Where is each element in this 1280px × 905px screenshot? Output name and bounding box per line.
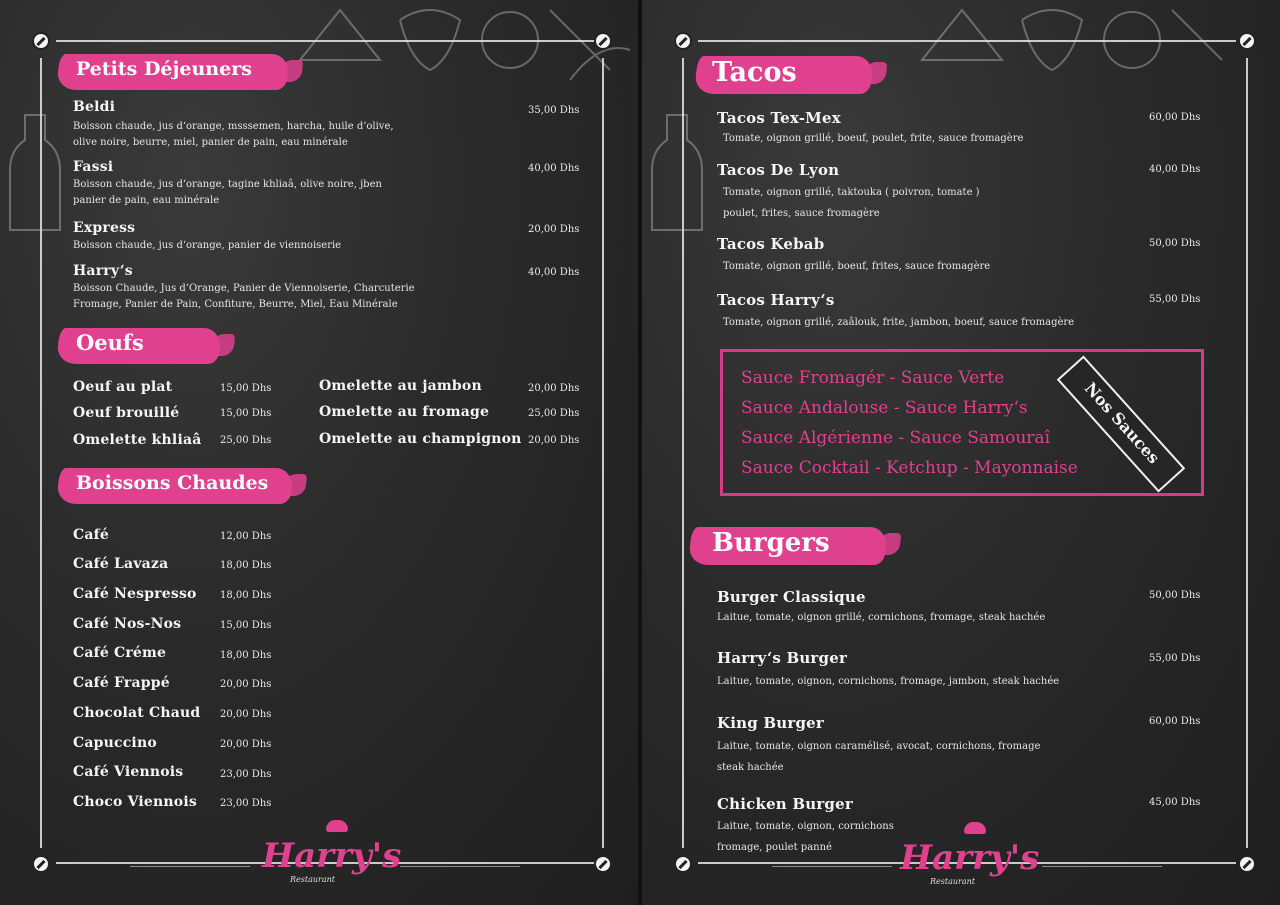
chalk-divider — [772, 866, 892, 867]
item-price: 18,00 Dhs — [220, 590, 272, 601]
item-price: 50,00 Dhs — [1149, 238, 1201, 249]
pin-icon — [594, 855, 612, 873]
item-name: Café Viennois — [73, 764, 184, 780]
item-price: 40,00 Dhs — [528, 267, 580, 278]
item-name: Omelette khliaâ — [73, 432, 202, 448]
item-name: Choco Viennois — [73, 794, 197, 810]
restaurant-logo: Harry's — [900, 838, 1040, 878]
item-description: Tomate, oignon grillé, taktouka ( poivron, tomate ) — [723, 187, 980, 198]
item-name: Express — [73, 220, 136, 236]
item-price: 15,00 Dhs — [220, 620, 272, 631]
item-price: 55,00 Dhs — [1149, 653, 1201, 664]
item-description: Boisson chaude, jus d‘orange, msssemen, harcha, huile d‘olive, — [73, 121, 394, 132]
item-name: Café Frappé — [73, 675, 170, 691]
food-sketch-decoration — [280, 0, 638, 110]
sauce-list-line: Sauce Algérienne - Sauce Samouraî — [741, 428, 1051, 448]
item-description: Laitue, tomate, oignon caramélisé, avocat, cornichons, fromage — [717, 741, 1041, 752]
chalk-divider — [1042, 866, 1162, 867]
section-title-oeufs: Oeufs — [76, 330, 144, 355]
item-description: Tomate, oignon grillé, zaâlouk, frite, jambon, boeuf, sauce fromagère — [723, 317, 1075, 328]
nos-sauces-label: Nos Sauces — [1057, 355, 1185, 492]
item-price: 20,00 Dhs — [528, 224, 580, 235]
item-price: 40,00 Dhs — [528, 163, 580, 174]
item-name: Omelette au fromage — [319, 404, 490, 420]
section-title-tacos: Tacos — [712, 57, 797, 88]
restaurant-logo-subtitle: Restaurant — [930, 877, 975, 886]
item-name: Harry‘s — [73, 263, 133, 279]
item-price: 25,00 Dhs — [528, 408, 580, 419]
frame-left-line — [682, 58, 684, 848]
item-name: Beldi — [73, 99, 116, 115]
item-name: Café Nespresso — [73, 586, 197, 602]
item-price: 20,00 Dhs — [528, 383, 580, 394]
item-name: Harry‘s Burger — [717, 649, 848, 667]
pin-icon — [1238, 32, 1256, 50]
chef-hat-icon — [964, 822, 986, 834]
frame-right-line — [602, 58, 604, 848]
item-description: Boisson chaude, jus d‘orange, tagine khliaâ, olive noire, jben — [73, 179, 382, 190]
item-name: Omelette au jambon — [319, 378, 482, 394]
food-sketch-decoration — [902, 0, 1242, 110]
item-price: 18,00 Dhs — [220, 650, 272, 661]
item-price: 60,00 Dhs — [1149, 112, 1201, 123]
item-name: Burger Classique — [717, 588, 866, 606]
menu-page-right — [642, 0, 1280, 905]
item-name: Tacos Kebab — [717, 235, 825, 253]
pin-icon — [674, 32, 692, 50]
item-price: 25,00 Dhs — [220, 435, 272, 446]
item-description: Laitue, tomate, oignon, cornichons, fromage, jambon, steak hachée — [717, 676, 1060, 687]
pin-icon — [32, 32, 50, 50]
item-name: Capuccino — [73, 735, 157, 751]
item-price: 20,00 Dhs — [220, 679, 272, 690]
chef-hat-icon — [326, 820, 348, 832]
pin-icon — [32, 855, 50, 873]
item-price: 40,00 Dhs — [1149, 164, 1201, 175]
item-description: Tomate, oignon grillé, boeuf, frites, sauce fromagère — [723, 261, 991, 272]
item-name: Fassi — [73, 159, 114, 175]
item-description: Boisson Chaude, Jus d‘Orange, Panier de Viennoiserie, Charcuterie — [73, 283, 415, 294]
restaurant-logo: Harry's — [262, 836, 402, 876]
item-price: 35,00 Dhs — [528, 105, 580, 116]
item-description: fromage, poulet panné — [717, 842, 832, 853]
item-price: 20,00 Dhs — [220, 709, 272, 720]
item-price: 55,00 Dhs — [1149, 294, 1201, 305]
section-title-boissons-chaudes: Boissons Chaudes — [76, 472, 269, 494]
item-description: panier de pain, eau minérale — [73, 195, 220, 206]
item-name: Café Nos-Nos — [73, 616, 182, 632]
item-description: Tomate, oignon grillé, boeuf, poulet, frite, sauce fromagère — [723, 133, 1024, 144]
item-name: Tacos Harry‘s — [717, 291, 835, 309]
item-name: Café Lavaza — [73, 556, 169, 572]
frame-top-line — [698, 40, 1236, 42]
item-description: poulet, frites, sauce fromagère — [723, 208, 880, 219]
item-price: 50,00 Dhs — [1149, 590, 1201, 601]
item-name: Tacos De Lyon — [717, 161, 840, 179]
frame-right-line — [1246, 58, 1248, 848]
item-price: 45,00 Dhs — [1149, 797, 1201, 808]
chalk-divider — [400, 866, 520, 867]
chalk-divider — [130, 866, 250, 867]
item-description: Laitue, tomate, oignon grillé, cornichons, fromage, steak hachée — [717, 612, 1046, 623]
item-price: 12,00 Dhs — [220, 531, 272, 542]
item-price: 18,00 Dhs — [220, 560, 272, 571]
item-price: 15,00 Dhs — [220, 383, 272, 394]
item-price: 20,00 Dhs — [220, 739, 272, 750]
section-title-petits-dejeuners: Petits Déjeuners — [76, 58, 252, 80]
item-name: Chicken Burger — [717, 795, 853, 813]
frame-left-line — [40, 58, 42, 848]
item-description: olive noire, beurre, miel, panier de pain, eau minérale — [73, 137, 348, 148]
item-price: 15,00 Dhs — [220, 408, 272, 419]
item-price: 23,00 Dhs — [220, 798, 272, 809]
item-name: King Burger — [717, 714, 824, 732]
item-name: Oeuf au plat — [73, 379, 173, 395]
item-price: 23,00 Dhs — [220, 769, 272, 780]
item-description: steak hachée — [717, 762, 784, 773]
item-description: Fromage, Panier de Pain, Confiture, Beurre, Miel, Eau Minérale — [73, 299, 398, 310]
item-description: Boisson chaude, jus d‘orange, panier de viennoiserie — [73, 240, 342, 251]
menu-page-left — [0, 0, 638, 905]
bottle-sketch-decoration — [0, 110, 70, 240]
sauce-list-line: Sauce Andalouse - Sauce Harry‘s — [741, 398, 1028, 418]
item-price: 20,00 Dhs — [528, 435, 580, 446]
frame-top-line — [56, 40, 596, 42]
item-description: Laitue, tomate, oignon, cornichons — [717, 821, 894, 832]
item-name: Café — [73, 527, 109, 543]
pin-icon — [1238, 855, 1256, 873]
bottle-sketch-decoration — [642, 110, 712, 240]
item-name: Tacos Tex-Mex — [717, 109, 841, 127]
item-name: Oeuf brouillé — [73, 405, 180, 421]
restaurant-logo-subtitle: Restaurant — [290, 875, 335, 884]
sauce-list-line: Sauce Cocktail - Ketchup - Mayonnaise — [741, 458, 1078, 478]
item-name: Omelette au champignon — [319, 431, 522, 447]
section-title-burgers: Burgers — [712, 528, 830, 558]
pin-icon — [674, 855, 692, 873]
item-price: 60,00 Dhs — [1149, 716, 1201, 727]
item-name: Chocolat Chaud — [73, 705, 201, 721]
pin-icon — [594, 32, 612, 50]
sauce-list-line: Sauce Fromagér - Sauce Verte — [741, 368, 1005, 388]
item-name: Café Créme — [73, 645, 167, 661]
